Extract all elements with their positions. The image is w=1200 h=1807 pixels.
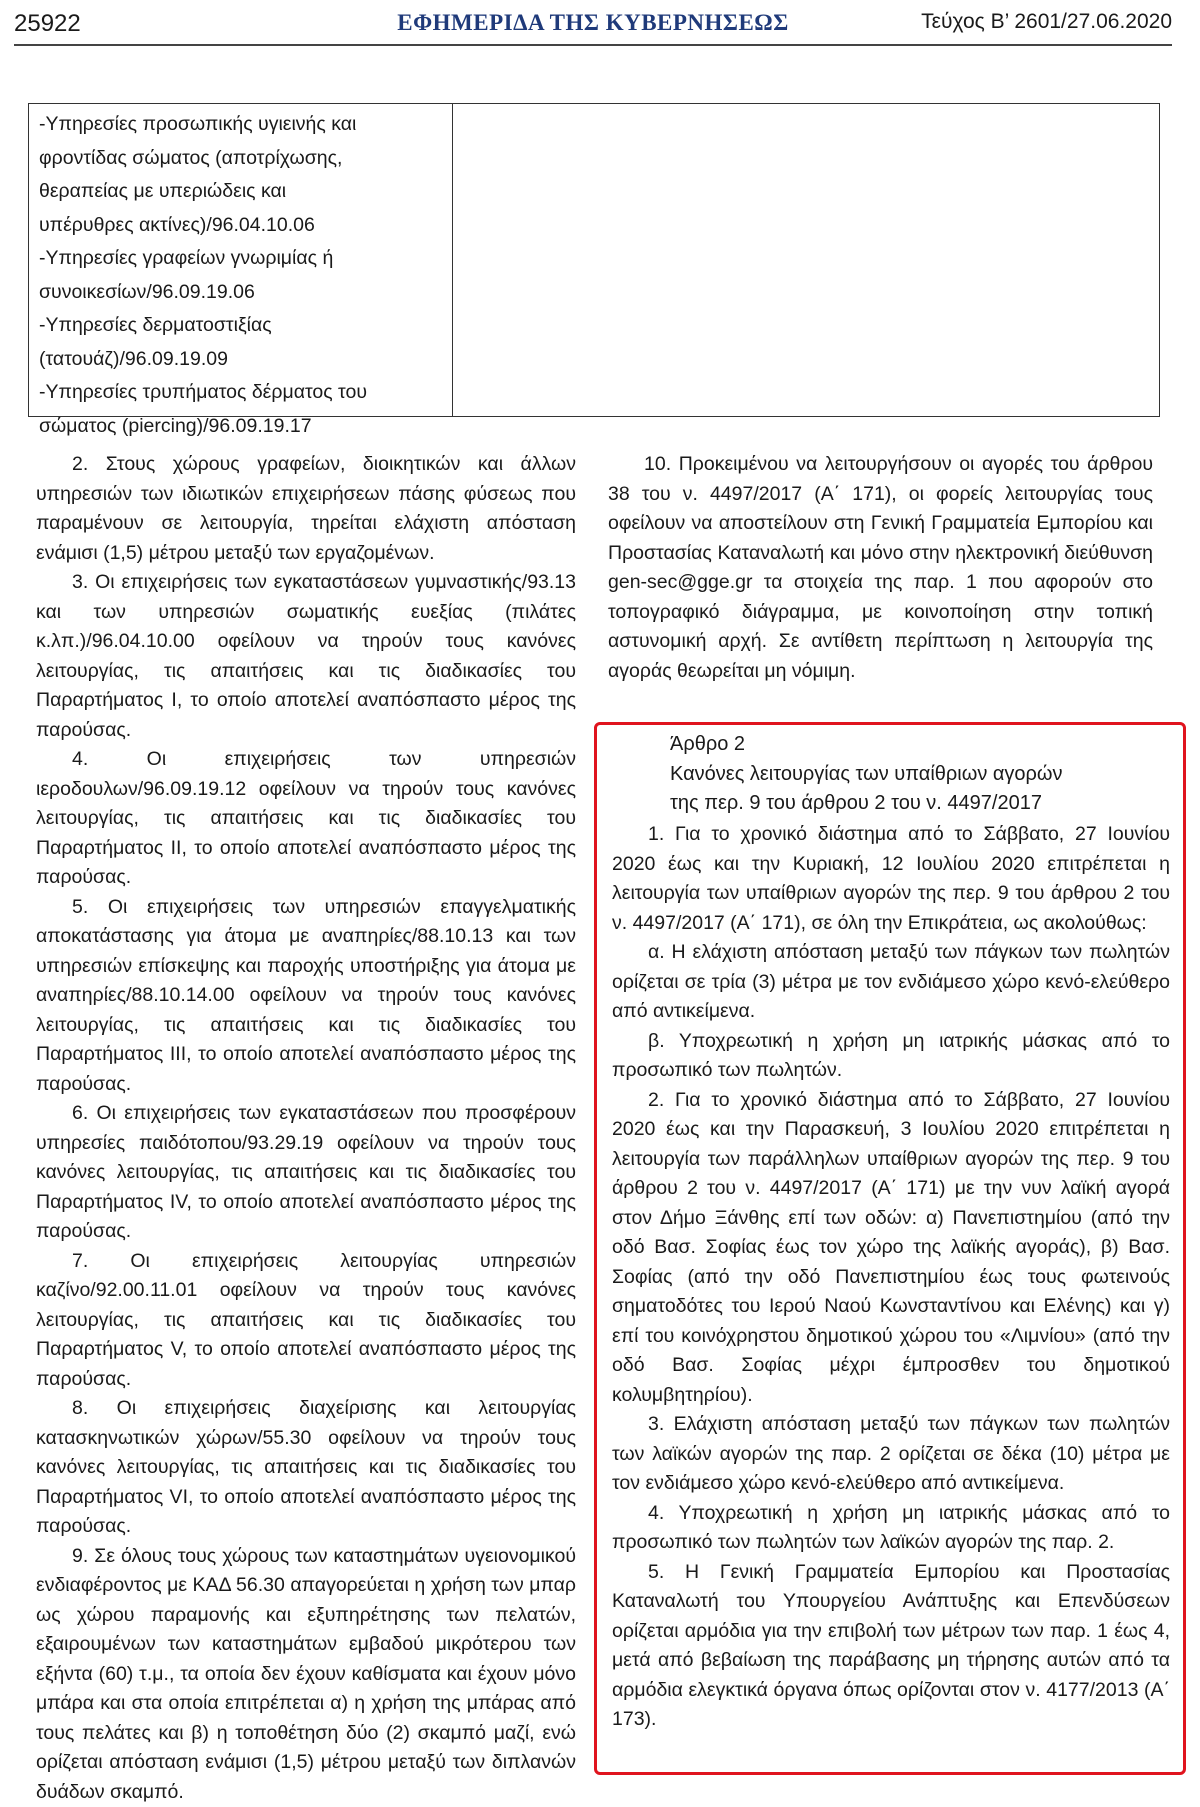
table-line: (τατουάζ)/96.09.19.09 [39,343,444,377]
table-line: συνοικεσίων/96.09.19.06 [39,276,444,310]
table-line: -Υπηρεσίες γραφείων γνωριμίας ή [39,242,444,276]
article-2-heading [670,730,1063,819]
table-line: -Υπηρεσίες προσωπικής υγιεινής και [39,108,444,142]
table-line: σώματος (piercing)/96.09.19.17 [39,410,444,444]
table-line: φροντίδας σώματος (αποτρίχωσης, [39,142,444,176]
article-paragraph-5: 5. Η Γενική Γραμματεία Εμπορίου και Προστασίας Καταναλωτή του Υπουργείου Ανάπτυξης και Επενδύσεων ορίζεται αρμόδια για την επιβολή των μέτρων των παρ. 1 έως 4, μετά από βεβαίωση της παράβασης μη τήρησης αυτών από τα αρμόδια ελεγκτικά όργανα όπως ορίζονται στον ν. 4177/2013 (Α΄ 173). [612,1558,1170,1735]
paragraph-4: 4. Οι επιχειρήσεις των υπηρεσιών ιεροδουλων/96.09.19.12 οφείλουν να τηρούν τους κανόνες λειτουργίας, τις απαιτήσεις και τις διαδικασίες του Παραρτήματος ΙΙ, το οποίο αποτελεί αναπόσπαστο μέρος της παρούσας. [36,745,576,893]
activities-table [28,103,1160,417]
paragraph-2: 2. Στους χώρους γραφείων, διοικητικών και άλλων υπηρεσιών των ιδιωτικών επιχειρήσεων πάσης φύσεως που παραμένουν σε λειτουργία, τηρείται ελάχιστη απόσταση ενάμισι (1,5) μέτρου μεταξύ των εργαζομένων. [36,450,576,568]
article-paragraph-1: 1. Για το χρονικό διάστημα από το Σάββατο, 27 Ιουνίου 2020 έως και την Κυριακή, 12 Ιουλίου 2020 επιτρέπεται η λειτουργία των υπαίθριων αγορών της περ. 9 του άρθρου 2 του ν. 4497/2017 (Α΄ 171), σε όλη την Επικράτεια, ως ακολούθως: [612,820,1170,938]
article-paragraph-4: 4. Υποχρεωτική η χρήση μη ιατρικής μάσκας από το προσωπικό των πωλητών των λαϊκών αγορών της παρ. 2. [612,1499,1170,1558]
gazette-title: ΕΦΗΜΕΡΙΔΑ ΤΗΣ ΚΥΒΕΡΝΗΣΕΩΣ [14,10,1172,36]
paragraph-7: 7. Οι επιχειρήσεις λειτουργίας υπηρεσιών καζίνο/92.00.11.01 οφείλουν να τηρούν τους κανόνες λειτουργίας, τις απαιτήσεις και τις διαδικασίες του Παραρτήματος V, το οποίο αποτελεί αναπόσπαστο μέρος της παρούσας. [36,1247,576,1395]
page-number: 25922 [14,10,81,38]
table-line: -Υπηρεσίες τρυπήματος δέρματος του [39,376,444,410]
article-paragraph-1a: α. Η ελάχιστη απόσταση μεταξύ των πάγκων των πωλητών ορίζεται σε τρία (3) μέτρα με τον ενδιάμεσο χώρο κενό-ελεύθερο από αντικείμενα. [612,938,1170,1027]
right-column [608,450,1153,686]
article-paragraph-3: 3. Ελάχιστη απόσταση μεταξύ των πάγκων των πωλητών των λαϊκών αγορών της παρ. 2 ορίζεται σε δέκα (10) μέτρα με τον ενδιάμεσο χώρο κενό-ελεύθερο από αντικείμενα. [612,1410,1170,1499]
table-line: θεραπείας με υπεριώδεις και [39,175,444,209]
article-title-line-2: της περ. 9 του άρθρου 2 του ν. 4497/2017 [670,789,1063,819]
paragraph-8: 8. Οι επιχειρήσεις διαχείρισης και λειτουργίας κατασκηνωτικών χώρων/55.30 οφείλουν να τηρούν τους κανόνες λειτουργίας, τις απαιτήσεις και τις διαδικασίες του Παραρτήματος VI, το οποίο αποτελεί αναπόσπαστο μέρος της παρούσας. [36,1394,576,1542]
article-paragraph-2: 2. Για το χρονικό διάστημα από το Σάββατο, 27 Ιουνίου 2020 έως και την Παρασκευή, 3 Ιουλίου 2020 επιτρέπεται η λειτουργία των παράλληλων υπαίθριων αγορών της περ. 9 του άρθρου 2 του ν. 4497/2017 (Α΄ 171) με την νυν λαϊκή αγορά στον Δήμο Ξάνθης επί των οδών: α) Πανεπιστημίου (από την οδό Βασ. Σοφίας έως τον χώρο της λαϊκής αγοράς), β) Βασ. Σοφίας (από την οδό Πανεπιστημίου έως τους φωτεινούς σηματοδότες του Ιερού Ναού Κωνσταντίνου και Ελένης) και γ) επί του κοινόχρηστου δημοτικού χώρου του «Λιμνίου» (από την οδό Βασ. Σοφίας μέχρι έμπροσθεν του δημοτικού κολυμβητηρίου). [612,1086,1170,1411]
page-header [14,6,1172,44]
article-title-line-1: Κανόνες λειτουργίας των υπαίθριων αγορών [670,760,1063,790]
left-column [36,450,576,1807]
paragraph-10: 10. Προκειμένου να λειτουργήσουν οι αγορές του άρθρου 38 του ν. 4497/2017 (Α΄ 171), οι φορείς λειτουργίας τους οφείλουν να αποστείλουν στη Γενική Γραμματεία Εμπορίου και Προστασίας Καταναλωτή και μόνο στην ηλεκτρονική διεύθυνση gen-sec@gge.gr τα στοιχεία της παρ. 1 που αφορούν στο τοπογραφικό διάγραμμα, με κοινοποίηση στην τοπική αστυνομική αρχή. Σε αντίθετη περίπτωση η λειτουργία της αγοράς θεωρείται μη νόμιμη. [608,450,1153,686]
activities-cell [29,104,453,416]
paragraph-5: 5. Οι επιχειρήσεις των υπηρεσιών επαγγελματικής αποκατάστασης για άτομα με αναπηρίες/88.10.13 και των υπηρεσιών επίσκεψης και παροχής υποστήριξης για άτομα με αναπηρίες/88.10.14.00 οφείλουν να τηρούν τους κανόνες λειτουργίας, τις απαιτήσεις και τις διαδικασίες του Παραρτήματος ΙΙΙ, το οποίο αποτελεί αναπόσπαστο μέρος της παρούσας. [36,893,576,1100]
table-line: -Υπηρεσίες δερματοστιξίας [39,309,444,343]
article-paragraph-1b: β. Υποχρεωτική η χρήση μη ιατρικής μάσκας από το προσωπικό των πωλητών. [612,1027,1170,1086]
issue-number: Τεύχος Β’ 2601/27.06.2020 [921,10,1172,34]
empty-cell [453,104,1159,416]
paragraph-6: 6. Οι επιχειρήσεις των εγκαταστάσεων που προσφέρουν υπηρεσίες παιδότοπου/93.29.19 οφείλουν να τηρούν τους κανόνες λειτουργίας, τις απαιτήσεις και τις διαδικασίες του Παραρτήματος IV, το οποίο αποτελεί αναπόσπαστο μέρος της παρούσας. [36,1099,576,1247]
header-divider [14,44,1172,46]
paragraph-3: 3. Οι επιχειρήσεις των εγκαταστάσεων γυμναστικής/93.13 και των υπηρεσιών σωματικής ευεξίας (πιλάτες κ.λπ.)/96.04.10.00 οφείλουν να τηρούν τους κανόνες λειτουργίας, τις απαιτήσεις και τις διαδικασίες του Παραρτήματος Ι, το οποίο αποτελεί αναπόσπαστο μέρος της παρούσας. [36,568,576,745]
paragraph-9: 9. Σε όλους τους χώρους των καταστημάτων υγειονομικού ενδιαφέροντος με ΚΑΔ 56.30 απαγορεύεται η χρήση των μπαρ ως χώρου παραμονής και εξυπηρέτησης των πελατών, εξαιρουμένων των καταστημάτων εμβαδού μικρότερου των εξήντα (60) τ.μ., τα οποία δεν έχουν καθίσματα και έχουν μόνο μπάρα και στα οποία επιτρέπεται α) η χρήση της μπάρας από τους πελάτες και β) η τοποθέτηση δύο (2) σκαμπό μαζί, ενώ ορίζεται απόσταση ενάμισι (1,5) μέτρου μεταξύ των διπλανών δυάδων σκαμπό. [36,1542,576,1807]
article-2-body [612,820,1170,1735]
article-label: Άρθρο 2 [670,730,1063,760]
table-line: υπέρυθρες ακτίνες)/96.04.10.06 [39,209,444,243]
